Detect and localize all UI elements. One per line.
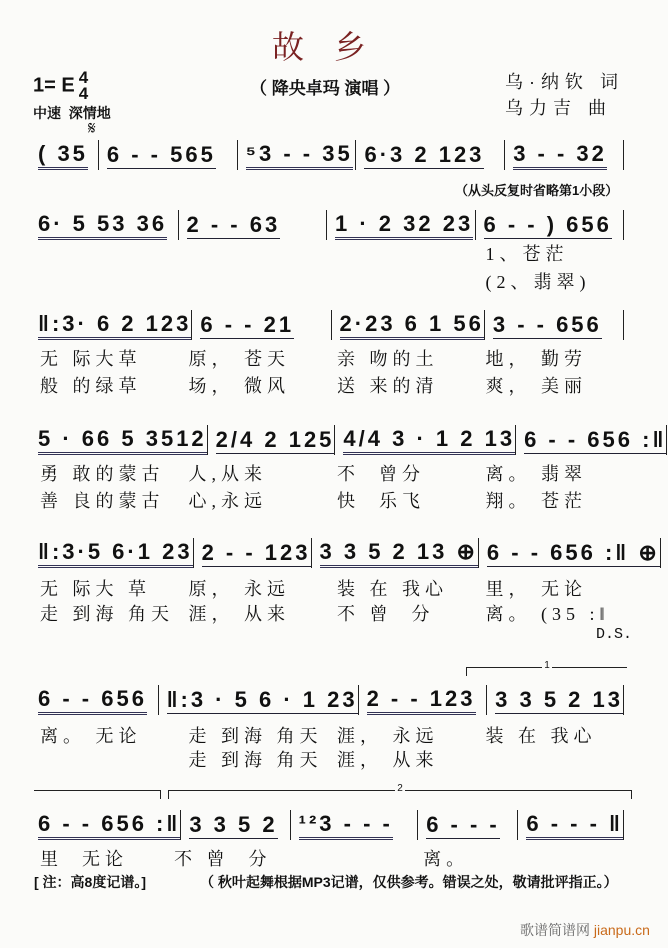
- tempo-marking: 中速 深情地: [33, 105, 111, 121]
- lyric-segment: [179, 240, 328, 266]
- lyric-segment: 善 良的蒙古: [40, 491, 165, 511]
- staff-system: [30, 425, 667, 455]
- measure-notes: 3 3 5 2: [189, 811, 278, 837]
- measure-notes: ‖:3 · 5 6 · 1 23: [166, 686, 358, 712]
- lyric-segment: 离。 无论: [40, 726, 142, 746]
- measure-notes: 2 - - 123: [367, 686, 476, 715]
- measure-notes: 6 - - 656 :‖: [38, 811, 180, 840]
- lyric-segment: 涯， 从来: [188, 604, 290, 624]
- lyric-segment: 亲 吻的土: [337, 349, 439, 369]
- lyric-segment: 不 曾 分: [337, 604, 435, 624]
- measure-notes: 5 · 66 5 3512: [38, 426, 207, 455]
- lyric-line: [30, 845, 624, 871]
- measure: [179, 210, 328, 240]
- measure: [518, 810, 624, 840]
- time-bottom: 4: [78, 84, 89, 103]
- measure-notes: 3 3 5 2 13 ⊕: [320, 539, 478, 568]
- staff-system: [30, 538, 660, 568]
- lyric-line: [30, 345, 624, 371]
- lyric-segment: 装 在 我心: [485, 726, 597, 746]
- watermark: [520, 920, 650, 940]
- lyric-line: [30, 600, 624, 626]
- measure-notes: 2·23 6 1 56: [340, 311, 484, 340]
- measure-notes: 6 - - 565: [106, 141, 216, 167]
- lyric-segment: [279, 845, 413, 871]
- lyric-segment: 般 的绿草: [40, 376, 142, 396]
- lyric-segment: 离。: [423, 849, 470, 869]
- lyric-segment: 原， 苍天: [188, 349, 290, 369]
- measure: [332, 310, 485, 340]
- staff-system: [30, 310, 624, 340]
- lyric-segment: 原， 永远: [188, 579, 290, 599]
- measure: [30, 538, 194, 568]
- measure: [192, 310, 331, 340]
- composer-credit: 乌力吉 曲: [505, 98, 613, 118]
- measure: [30, 140, 99, 170]
- lyric-segment: [30, 240, 179, 266]
- lyric-segment: 走 到海 角天: [188, 726, 323, 746]
- lyric-line: [30, 372, 624, 398]
- measure: [238, 140, 357, 170]
- measure-notes: 6 - - 656 :‖: [524, 426, 667, 452]
- lyric-line: [30, 575, 624, 601]
- measure-notes: 2/4 2 125: [215, 426, 335, 452]
- measure: [418, 810, 518, 840]
- measure: [159, 685, 359, 715]
- lyric-segment: 无 际大 草: [40, 579, 151, 599]
- lyric-segment: 里， 无论: [485, 579, 587, 599]
- measure-notes: 3 - - 32: [513, 141, 607, 170]
- lyric-segment: 爽， 美丽: [485, 376, 587, 396]
- measure: [479, 538, 661, 568]
- measure: [505, 140, 624, 170]
- lyric-segment: 不 曾分: [337, 464, 425, 484]
- measure-notes: ‖:3· 6 2 123: [38, 311, 191, 340]
- lyric-segment: 不 曾 分: [174, 849, 272, 869]
- song-title: 故乡: [271, 29, 396, 65]
- key-signature: [33, 70, 88, 102]
- lyric-segment: 装 在 我心: [337, 579, 448, 599]
- time-signature: [79, 70, 88, 102]
- lyric-segment: 地， 勤劳: [485, 349, 587, 369]
- lyric-segment: 涯， 从来: [337, 750, 439, 770]
- measure: [312, 538, 479, 568]
- measure-notes: 2 - - 123: [201, 539, 311, 565]
- lyricist-credit: 乌·纳钦 词: [505, 72, 624, 92]
- lyric-segment: [179, 268, 328, 294]
- lyric-segment: 无 际大草: [40, 349, 142, 369]
- lyric-segment: 离。 翡翠: [485, 464, 587, 484]
- measure: [30, 425, 208, 455]
- lyric-segment: [327, 240, 476, 266]
- measure: [30, 210, 179, 240]
- watermark-en: jianpu.cn: [593, 922, 650, 938]
- lyric-segment: (2、翡翠): [485, 272, 591, 292]
- lyric-segment: [30, 746, 179, 772]
- lyric-segment: 送 来的清: [337, 376, 439, 396]
- lyric-segment: 勇 敢的蒙古: [40, 464, 165, 484]
- measure-notes: 6 - - 656 :‖ ⊕: [486, 539, 660, 565]
- lyric-segment: [476, 746, 625, 772]
- lyric-line: [30, 240, 624, 266]
- lyric-segment: 走 到海 角天: [188, 750, 323, 770]
- time-top: 4: [78, 68, 89, 87]
- measure: [327, 210, 476, 240]
- lyric-segment: 人,从来: [188, 464, 267, 484]
- ending-2-label: 2: [397, 783, 403, 794]
- measure: [516, 425, 667, 455]
- ds-marking: D.S.: [596, 626, 633, 643]
- measure-notes: 4/4 3 · 1 2 13: [343, 426, 515, 455]
- measure-notes: 3 - - 656: [492, 311, 602, 337]
- lyric-segment: [327, 268, 476, 294]
- measure-notes: 2 - - 63: [186, 211, 281, 237]
- measure-notes: ‖:3·5 6·1 23: [38, 539, 193, 568]
- lyric-segment: [519, 845, 624, 871]
- measure-notes: ¹²3 - - -: [299, 811, 393, 840]
- measure: [356, 140, 505, 170]
- footnote-octave: [ 注：高8度记谱。]: [34, 874, 146, 890]
- footnote-credit: （ 秋叶起舞根据MP3记谱，仅供参考。错误之处，敬请批评指正。）: [200, 874, 618, 890]
- watermark-cn: 歌谱简谱网: [520, 922, 590, 938]
- measure: [30, 685, 159, 715]
- lyric-line: [30, 460, 624, 486]
- lyric-line: [30, 268, 624, 294]
- lyric-line: [30, 722, 624, 748]
- measure: [208, 425, 336, 455]
- singer-credit: （ 降央卓玛 演唱 ）: [250, 79, 401, 98]
- lyric-segment: 心,永远: [188, 491, 267, 511]
- lyric-segment: [30, 268, 179, 294]
- measure-notes: 3 3 5 2 13: [495, 686, 624, 712]
- lyric-segment: 涯， 永远: [337, 726, 439, 746]
- measure-notes: ⁵3 - - 35: [246, 141, 353, 170]
- measure-notes: 6 - - 656: [38, 686, 147, 715]
- lyric-segment: 离。 (35 :‖: [485, 604, 610, 624]
- measure-notes: 6· 5 53 36: [38, 211, 167, 240]
- measure: [291, 810, 419, 840]
- measure-notes: 6·3 2 123: [364, 141, 485, 167]
- lyric-segment: 场， 微风: [188, 376, 290, 396]
- second-ending-bracket: [168, 783, 632, 799]
- staff-system: [30, 810, 624, 840]
- staff-system: [30, 210, 624, 240]
- staff-system: [30, 685, 624, 715]
- key-label: 1= E: [33, 74, 75, 97]
- lyric-segment: 快 乐飞: [337, 491, 425, 511]
- lyric-segment: 里 无论: [40, 849, 128, 869]
- ending-1-label: 1: [544, 660, 550, 671]
- first-ending-bracket-continued: [34, 790, 161, 799]
- lyric-segment: 走 到海 角天: [40, 604, 174, 624]
- measure-notes: ( 35: [38, 141, 88, 170]
- repeat-note: （从头反复时省略第1小段）: [455, 183, 619, 198]
- measure: [476, 210, 625, 240]
- measure: [359, 685, 488, 715]
- measure: [30, 810, 181, 840]
- first-ending-bracket: [466, 660, 627, 676]
- measure: [181, 810, 290, 840]
- measure: [487, 685, 624, 715]
- measure: [335, 425, 516, 455]
- measure: [30, 310, 192, 340]
- lyric-line: [30, 487, 624, 513]
- lyric-segment: 1、苍茫: [485, 244, 569, 264]
- lyric-line: [30, 746, 624, 772]
- measure: [194, 538, 312, 568]
- measure-notes: 6 - - - ‖: [526, 811, 623, 840]
- measure-notes: 6 - - -: [426, 811, 500, 837]
- measure-notes: 1 · 2 32 23: [335, 211, 473, 240]
- staff-system: [30, 140, 624, 170]
- segno-icon: 𝄋: [88, 118, 96, 138]
- measure: [99, 140, 238, 170]
- lyric-segment: 翔。 苍茫: [485, 491, 587, 511]
- measure-notes: 6 - - 21: [200, 311, 295, 337]
- measure-notes: 6 - - ) 656: [483, 211, 612, 237]
- measure: [485, 310, 624, 340]
